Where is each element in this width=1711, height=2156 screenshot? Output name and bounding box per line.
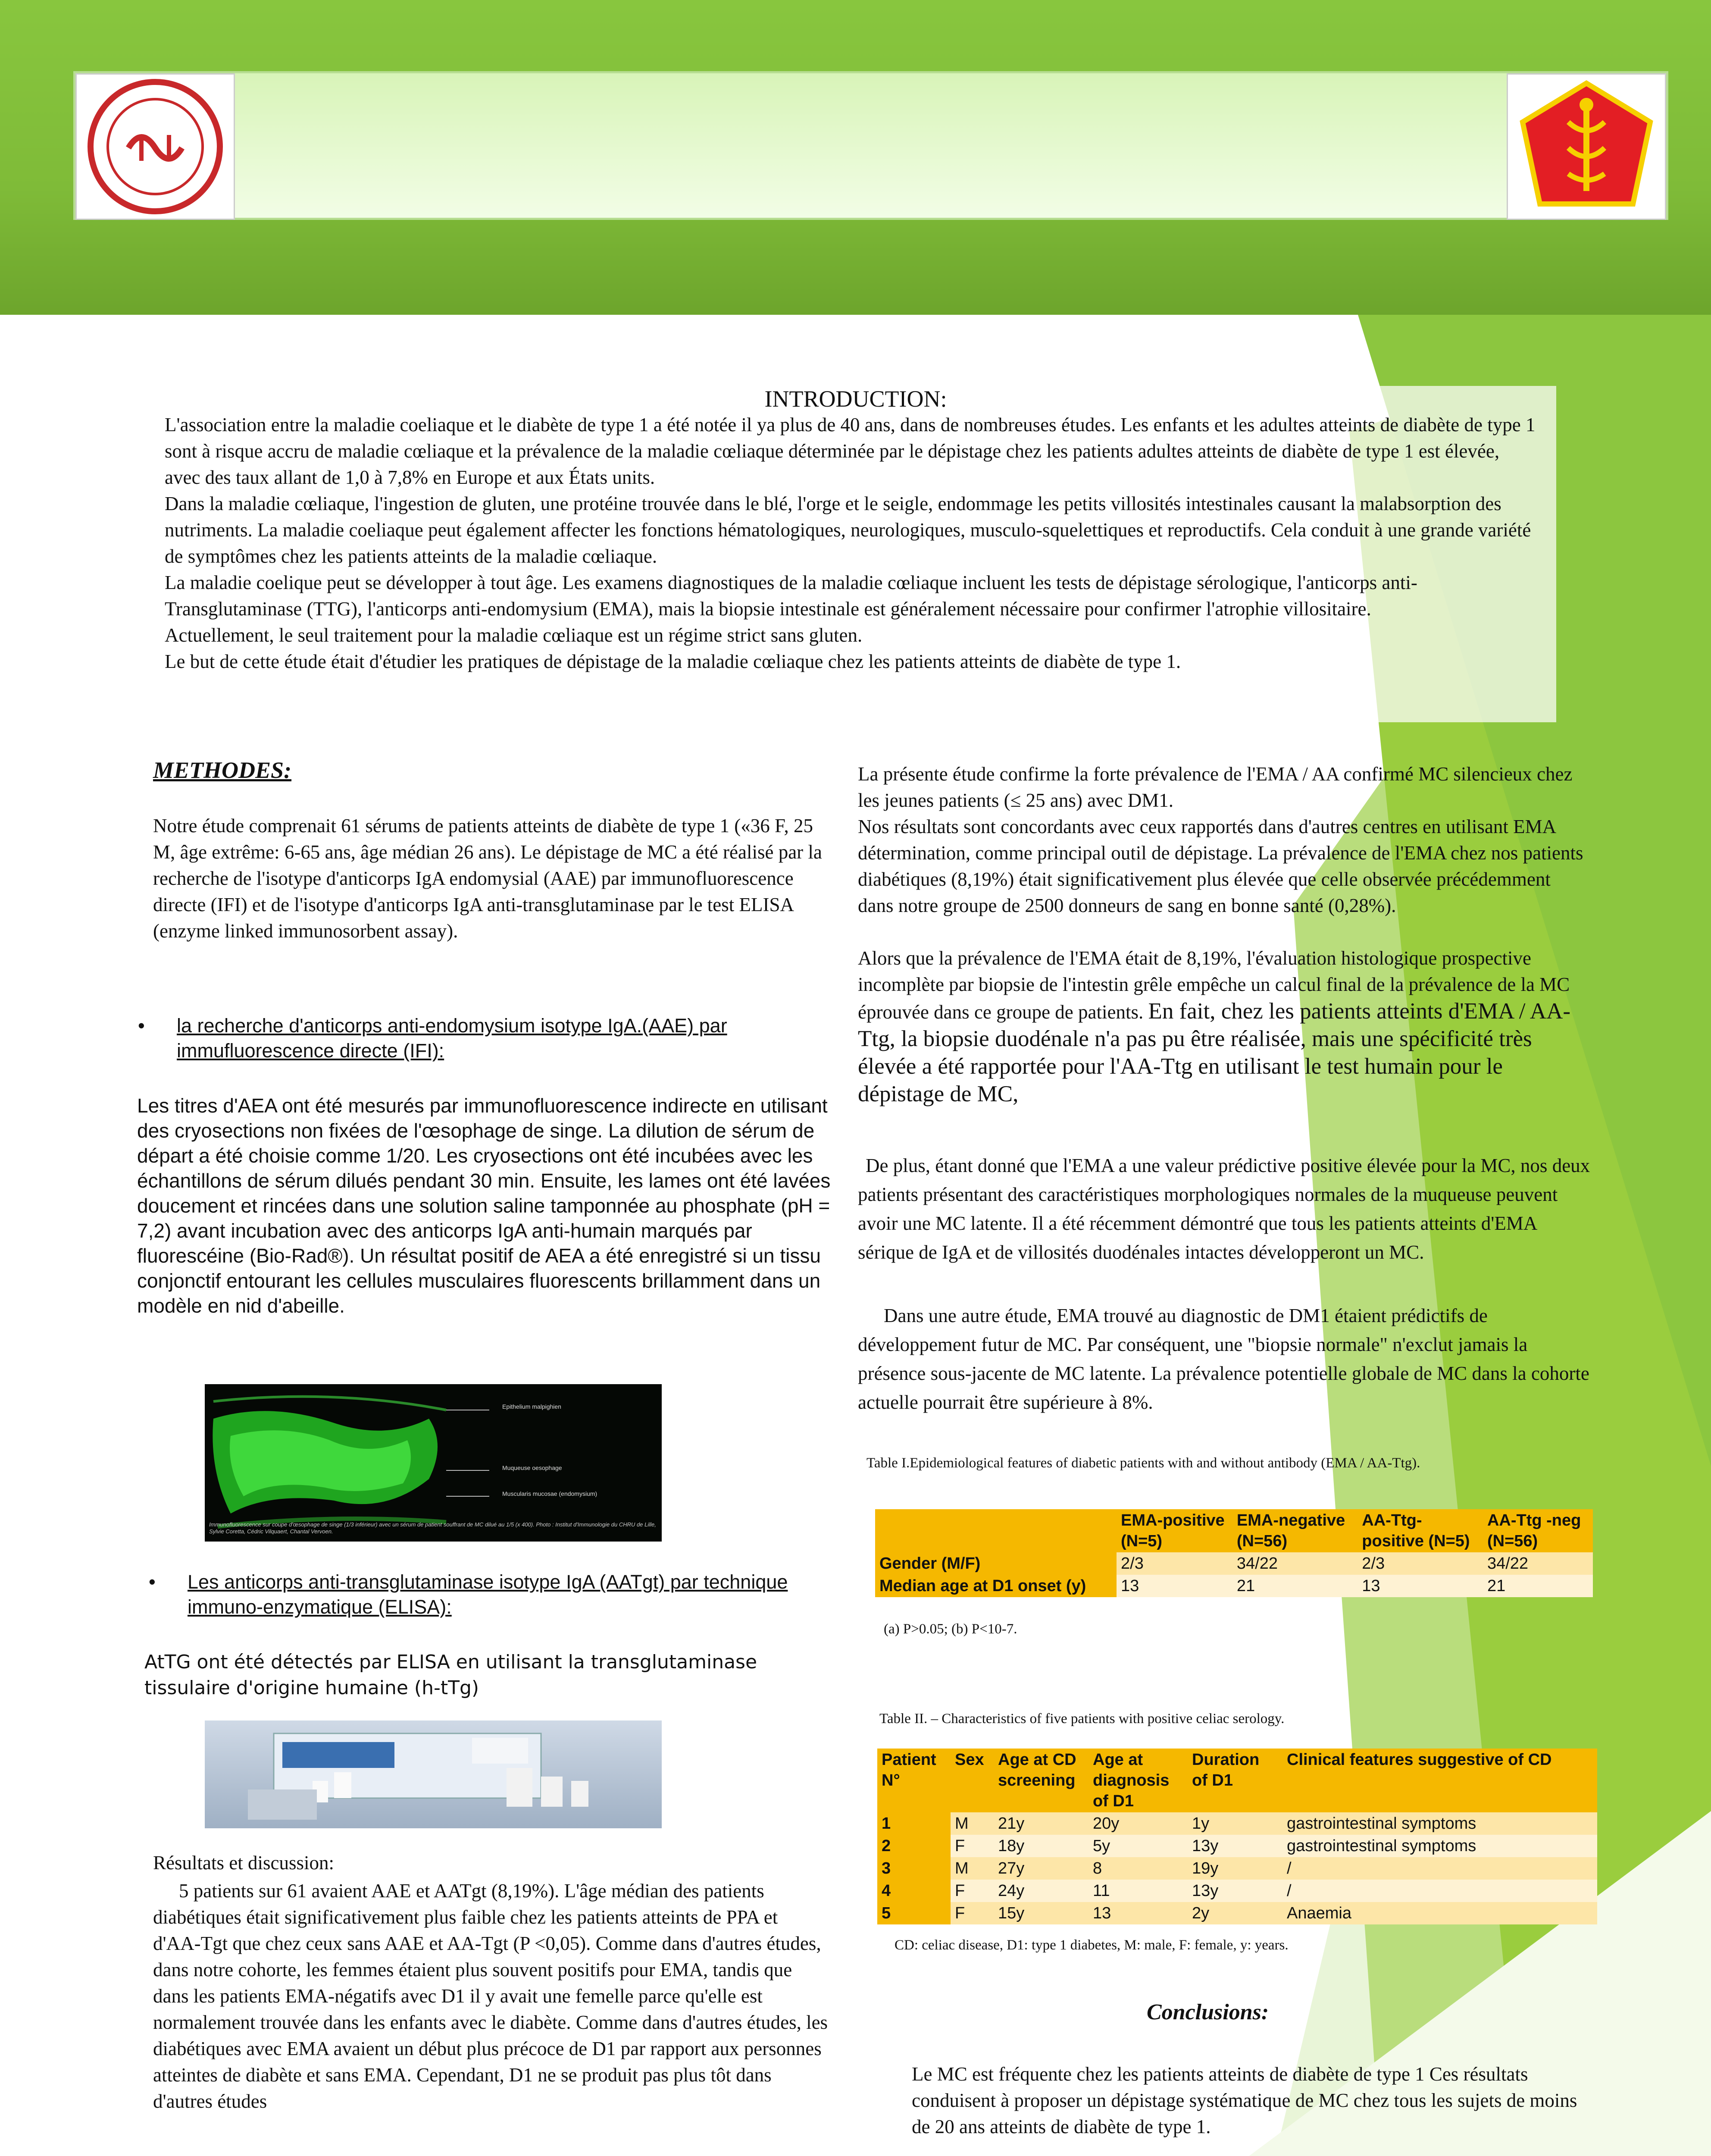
table-cell: /: [1287, 1859, 1292, 1877]
table-header-cell: Sex: [955, 1751, 984, 1769]
ifi-method-text: Les titres d'AEA ont été mesurés par immunofluorescence indirecte en utilisant des cryosections non fixées de l'œsophage de singe. La dilution de sérum de départ a été choisie comme 1/20. Les cryosections ont été incubées avec les échantillons de sérum dilués pendant 30 min. Ensuite, les lames ont été lavées doucement et rincées dans une solution saline tamponnée au phosphate (pH = 7,2) avant incubation avec des anticorps IgA anti-humain marqués par fluorescéine (Bio-Rad®). Un résultat positif de AEA a été enregistré si un tissu conjonctif entourant les cellules musculaires fluorescents brillamment dans un modèle en nid d'abeille.: [137, 1094, 831, 1317]
table-cell: 13y: [1192, 1837, 1219, 1855]
table-cell: gastrointestinal symptoms: [1287, 1837, 1476, 1855]
table-cell: 2: [877, 1835, 951, 1857]
table-cell: M: [955, 1859, 969, 1877]
table-header-cell: [875, 1509, 1117, 1552]
methods-title: METHODES:: [153, 757, 292, 783]
methods-text: Notre étude comprenait 61 sérums de patients atteints de diabète de type 1 («36 F, 25 M, âge extrême: 6-65 ans, âge médian 26 ans). Le dépistage de MC a été réalisé par la recherche de l'isotype d'anticorps IgA endomysial (AAE) par immunofluorescence directe (IFI) et de l'isotype d'anticorps IgA anti-transglutaminase par le test ELISA (enzyme linked immunosorbent assay).: [153, 815, 822, 942]
table-header-cell: AA-Ttg -neg (N=56): [1487, 1511, 1581, 1550]
table-row: [877, 1857, 1597, 1880]
results-text: 5 patients sur 61 avaient AAE et AATgt (8,19%). L'âge médian des patients diabétiques était significativement plus faible chez les patients atteints de PPA et d'AA-Tgt que chez ceux sans AAE et AA-Tgt (P <0,05). Comme dans d'autres études, dans notre cohorte, les femmes étaient plus souvent positifs pour EMA, tandis que dans les patients EMA-négatifs avec D1 il y avait une femelle parce qu'elle est normalement trouvée dans les enfants avec le diabète. Comme dans d'autres études, les diabétiques avec EMA avaient un début plus précoce de D1 par rapport aux personnes atteintes de diabète et sans EMA. Cependant, D1 ne se produit pas plus tôt dans d'autres études: [153, 1880, 828, 2112]
table-cell: 4: [877, 1880, 951, 1902]
table1: [875, 1509, 1593, 1597]
introduction-title: INTRODUCTION:: [764, 386, 947, 412]
table-row: [877, 1880, 1597, 1902]
hospital-logo: [75, 73, 235, 220]
table-cell: 5y: [1093, 1837, 1110, 1855]
intro-paragraph: Dans la maladie cœliaque, l'ingestion de gluten, une protéine trouvée dans le blé, l'orge et le seigle, endommage les petits villosités intestinales causant la malabsorption des nutriments. La maladie coeliaque peut également affecter les fonctions hématologiques, neurologiques, musculo-squelettiques et reproductifs. Cela conduit à une grande variété de symptômes chez les patients atteints de la maladie cœliaque.: [165, 493, 1531, 567]
table-row: [877, 1835, 1597, 1857]
table-header-cell: Duration of D1: [1192, 1751, 1260, 1789]
title-panel: [73, 71, 1668, 220]
table-cell: 8: [1093, 1859, 1102, 1877]
table-cell: 24y: [998, 1882, 1025, 1900]
table-cell: 13y: [1192, 1882, 1219, 1900]
micrograph-icon: [205, 1384, 662, 1542]
table2-caption: Table II. – Characteristics of five patients with positive celiac serology.: [879, 1711, 1285, 1727]
table-cell: 21: [1236, 1577, 1255, 1595]
table-cell: 18y: [998, 1837, 1025, 1855]
micro-caption: Immunofluorescence sur coupe d'œsophage de singe (1/3 inférieur) avec un sérum de patient souffrant de MC dilué au 1/5 (x 400). Photo : Institut d'Immunologie du CHRU de Lille, Sylvie Coretta, Cédric Vilquaert, Chantal Vervoen.: [209, 1521, 656, 1535]
table-header-cell: EMA-negative (N=56): [1236, 1511, 1345, 1550]
table-row: [875, 1575, 1593, 1597]
table2: [877, 1749, 1597, 1924]
table-header-cell: Clinical features suggestive of CD: [1287, 1751, 1552, 1769]
results-title: Résultats et discussion:: [153, 1852, 334, 1874]
intro-paragraph: Le but de cette étude était d'étudier les pratiques de dépistage de la maladie cœliaque chez les patients atteints de diabète de type 1.: [165, 651, 1181, 672]
table-header-cell: Patient N°: [882, 1751, 936, 1789]
table-cell: 15y: [998, 1904, 1025, 1922]
table-cell: 2/3: [1362, 1554, 1385, 1573]
conclusions-text: Le MC est fréquente chez les patients atteints de diabète de type 1 Ces résultats conduisent à proposer un dépistage systématique de MC chez tous les sujets de moins de 20 ans atteints de diabète de type 1.: [912, 2063, 1577, 2137]
intro-paragraph: Actuellement, le seul traitement pour la maladie cœliaque est un régime strict sans gluten.: [165, 624, 863, 646]
military-emblem: [1507, 73, 1666, 220]
intro-paragraph: La maladie coelique peut se développer à tout âge. Les examens diagnostiques de la maladie cœliaque incluent les tests de dépistage sérologique, l'anticorps anti-Transglutaminase (TTG), l'anticorps anti-endomysium (EMA), mais la biopsie intestinale est généralement nécessaire pour confirmer l'atrophie villositaire.: [165, 572, 1417, 620]
table-cell: 2y: [1192, 1904, 1210, 1922]
table-cell: 13: [1121, 1577, 1139, 1595]
micro-label: Muscularis mucosae (endomysium): [502, 1490, 597, 1497]
discussion-p4: De plus, étant donné que l'EMA a une valeur prédictive positive élevée pour la MC, nos deux patients présentant des caractéristiques morphologiques normales de la muqueuse peuvent avoir une MC latente. Il a été récemment démontré que tous les patients atteints d'EMA sérique de IgA et de villosités duodénales intactes développeront un MC.: [858, 1155, 1590, 1263]
table-cell: 21y: [998, 1814, 1025, 1833]
table-cell: 13: [1093, 1904, 1111, 1922]
bullet-ifi: • la recherche d'anticorps anti-endomysium isotype IgA.(AAE) par immufluorescence directe (IFI):: [138, 1013, 828, 1063]
table-cell: 34/22: [1236, 1554, 1278, 1573]
military-medical-emblem-icon: [1508, 75, 1665, 219]
discussion-p5: Dans une autre étude, EMA trouvé au diagnostic de DM1 étaient prédictifs de développement futur de MC. Par conséquent, une "biopsie normale" n'exclut jamais la présence sous-jacente de MC latente. La prévalence potentielle globale de MC dans la cohorte actuelle pourrait être supérieure à 8%.: [858, 1305, 1589, 1413]
table-header-cell: Age at diagnosis of D1: [1093, 1751, 1170, 1810]
table-cell: F: [955, 1882, 965, 1900]
table-cell: 27y: [998, 1859, 1025, 1877]
table-header-cell: AA-Ttg-positive (N=5): [1362, 1511, 1470, 1550]
discussion-p3-large: En fait, chez les patients atteints d'EMA / AA-Ttg, la biopsie duodénale n'a pas pu être réalisée, mais une spécificité très élevée a été rapportée pour l'AA-Ttg en utilisant le test humain pour le dépistage de MC,: [858, 999, 1571, 1106]
table-cell: 1: [877, 1812, 951, 1835]
table-cell: 2/3: [1121, 1554, 1144, 1573]
table-cell: gastrointestinal symptoms: [1287, 1814, 1476, 1833]
table-cell: /: [1287, 1882, 1292, 1900]
table-cell: F: [955, 1837, 965, 1855]
table-row: [875, 1552, 1593, 1575]
table-cell: Gender (M/F): [875, 1552, 1117, 1575]
table-cell: 11: [1093, 1882, 1110, 1900]
table-header-cell: EMA-positive (N=5): [1121, 1511, 1225, 1550]
table-row: [877, 1812, 1597, 1835]
table-cell: 20y: [1093, 1814, 1120, 1833]
table-row: [877, 1902, 1597, 1924]
table-cell: 3: [877, 1857, 951, 1880]
table1-header-row: [875, 1509, 1593, 1552]
elisa-kit-icon: [205, 1720, 662, 1828]
discussion-p1: La présente étude confirme la forte prévalence de l'EMA / AA confirmé MC silencieux chez les jeunes patients (≤ 25 ans) avec DM1.: [858, 763, 1573, 811]
table-cell: Anaemia: [1287, 1904, 1351, 1922]
table-cell: Median age at D1 onset (y): [875, 1575, 1117, 1597]
micro-label: Epithelium malpighien: [502, 1403, 561, 1410]
table-cell: 1y: [1192, 1814, 1210, 1833]
discussion-p3: [858, 945, 1591, 1108]
introduction-section: [155, 386, 1556, 722]
bullet-elisa-title: Les anticorps anti-transglutaminase isotype IgA (AATgt) par technique immuno-enzymatique (ELISA):: [188, 1571, 788, 1618]
conclusions-title: Conclusions:: [1147, 2000, 1269, 2024]
table2-header-row: [877, 1749, 1597, 1812]
table-cell: 5: [877, 1902, 951, 1924]
table2-note: CD: celiac disease, D1: type 1 diabetes, M: male, F: female, y: years.: [895, 1937, 1289, 1953]
hospital-central-armee-logo-icon: [77, 75, 234, 219]
table-cell: 34/22: [1487, 1554, 1529, 1573]
discussion-p2: Nos résultats sont concordants avec ceux rapportés dans d'autres centres en utilisant EMA détermination, comme principal outil de dépistage. La prévalence de l'EMA chez nos patients diabétiques (8,19%) était significativement plus élevée que celle observée précédemment dans notre groupe de 2500 donneurs de sang en bonne santé (0,28%).: [858, 816, 1583, 916]
table1-note: (a) P>0.05; (b) P<10-7.: [884, 1621, 1017, 1637]
elisa-kit-image: [205, 1720, 662, 1828]
bullet-ifi-title: la recherche d'anticorps anti-endomysium isotype IgA.(AAE) par immufluorescence directe (IFI):: [177, 1015, 727, 1062]
intro-paragraph: L'association entre la maladie coeliaque et le diabète de type 1 a été notée il ya plus de 40 ans, dans de nombreuses études. Les enfants et les adultes atteints de diabète de type 1 sont à risque accru de maladie cœliaque et la prévalence de la maladie cœliaque déterminée par le dépistage chez les patients adultes atteints de diabète de type 1 est élevée, avec des taux allant de 1,0 à 7,8% en Europe et aux États units.: [165, 414, 1536, 488]
immunofluorescence-image: [205, 1384, 662, 1542]
table-cell: 21: [1487, 1577, 1506, 1595]
bullet-elisa: • Les anticorps anti-transglutaminase isotype IgA (AATgt) par technique immuno-enzymatique (ELISA):: [149, 1570, 830, 1620]
table1-caption: Table I.Epidemiological features of diabetic patients with and without antibody (EMA / AA-Ttg).: [866, 1455, 1420, 1471]
table-cell: 19y: [1192, 1859, 1219, 1877]
table-cell: 13: [1362, 1577, 1380, 1595]
elisa-text: AtTG ont été détectés par ELISA en utilisant la transglutaminase tissulaire d'origine humaine (h-tTg): [144, 1651, 757, 1699]
table-cell: M: [955, 1814, 969, 1833]
discussion-p3-text: Alors que la prévalence de l'EMA était de 8,19%, l'évaluation histologique prospective incomplète par biopsie de l'intestin grêle empêche un calcul final de la prévalence de la MC éprouvée dans ce groupe de patients.: [858, 947, 1570, 1023]
table-cell: F: [955, 1904, 965, 1922]
micro-label: Muqueuse oesophage: [502, 1464, 562, 1471]
table-header-cell: Age at CD screening: [998, 1751, 1076, 1789]
